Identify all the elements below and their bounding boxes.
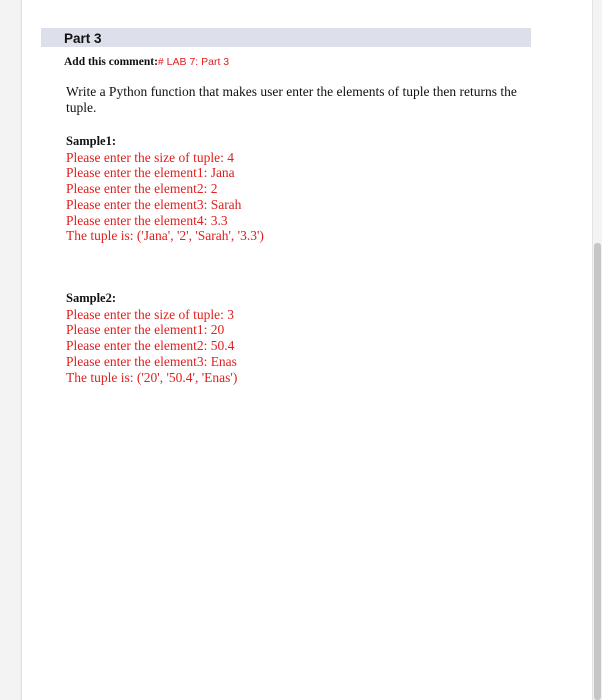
sample-output-line: Please enter the element3: Enas: [66, 353, 237, 369]
sample-output-line: Please enter the element1: 20: [66, 322, 225, 338]
sample-output-line: Please enter the size of tuple: 3: [66, 306, 234, 322]
sample-block-1: [66, 134, 264, 244]
sample-output-line: Please enter the size of tuple: 4: [66, 149, 234, 165]
comment-value: # LAB 7: Part 3: [157, 56, 230, 68]
section-heading: Part 3: [64, 31, 102, 46]
sample-block-2: [66, 291, 237, 385]
heading-shading: [41, 28, 531, 47]
sample-output-line: Please enter the element4: 3.3: [66, 212, 228, 228]
sample-title: Sample2:: [66, 291, 116, 305]
vertical-scrollbar-thumb[interactable]: [594, 243, 601, 700]
sample-output-line: Please enter the element2: 50.4: [66, 338, 235, 354]
comment-label: Add this comment:: [64, 56, 158, 68]
sample-output-line: The tuple is: ('Jana', '2', 'Sarah', '3.3'): [66, 228, 264, 244]
comment-instruction: [64, 56, 229, 68]
sample-output-line: Please enter the element2: 2: [66, 181, 218, 197]
sample-output-line: Please enter the element1: Jana: [66, 165, 235, 181]
sample-output-line: Please enter the element3: Sarah: [66, 196, 242, 212]
sample-title: Sample1:: [66, 134, 116, 148]
sample-output-line: The tuple is: ('20', '50.4', 'Enas'): [66, 369, 238, 385]
task-description: Write a Python function that makes user enter the elements of tuple then returns the tuple.: [66, 84, 517, 115]
